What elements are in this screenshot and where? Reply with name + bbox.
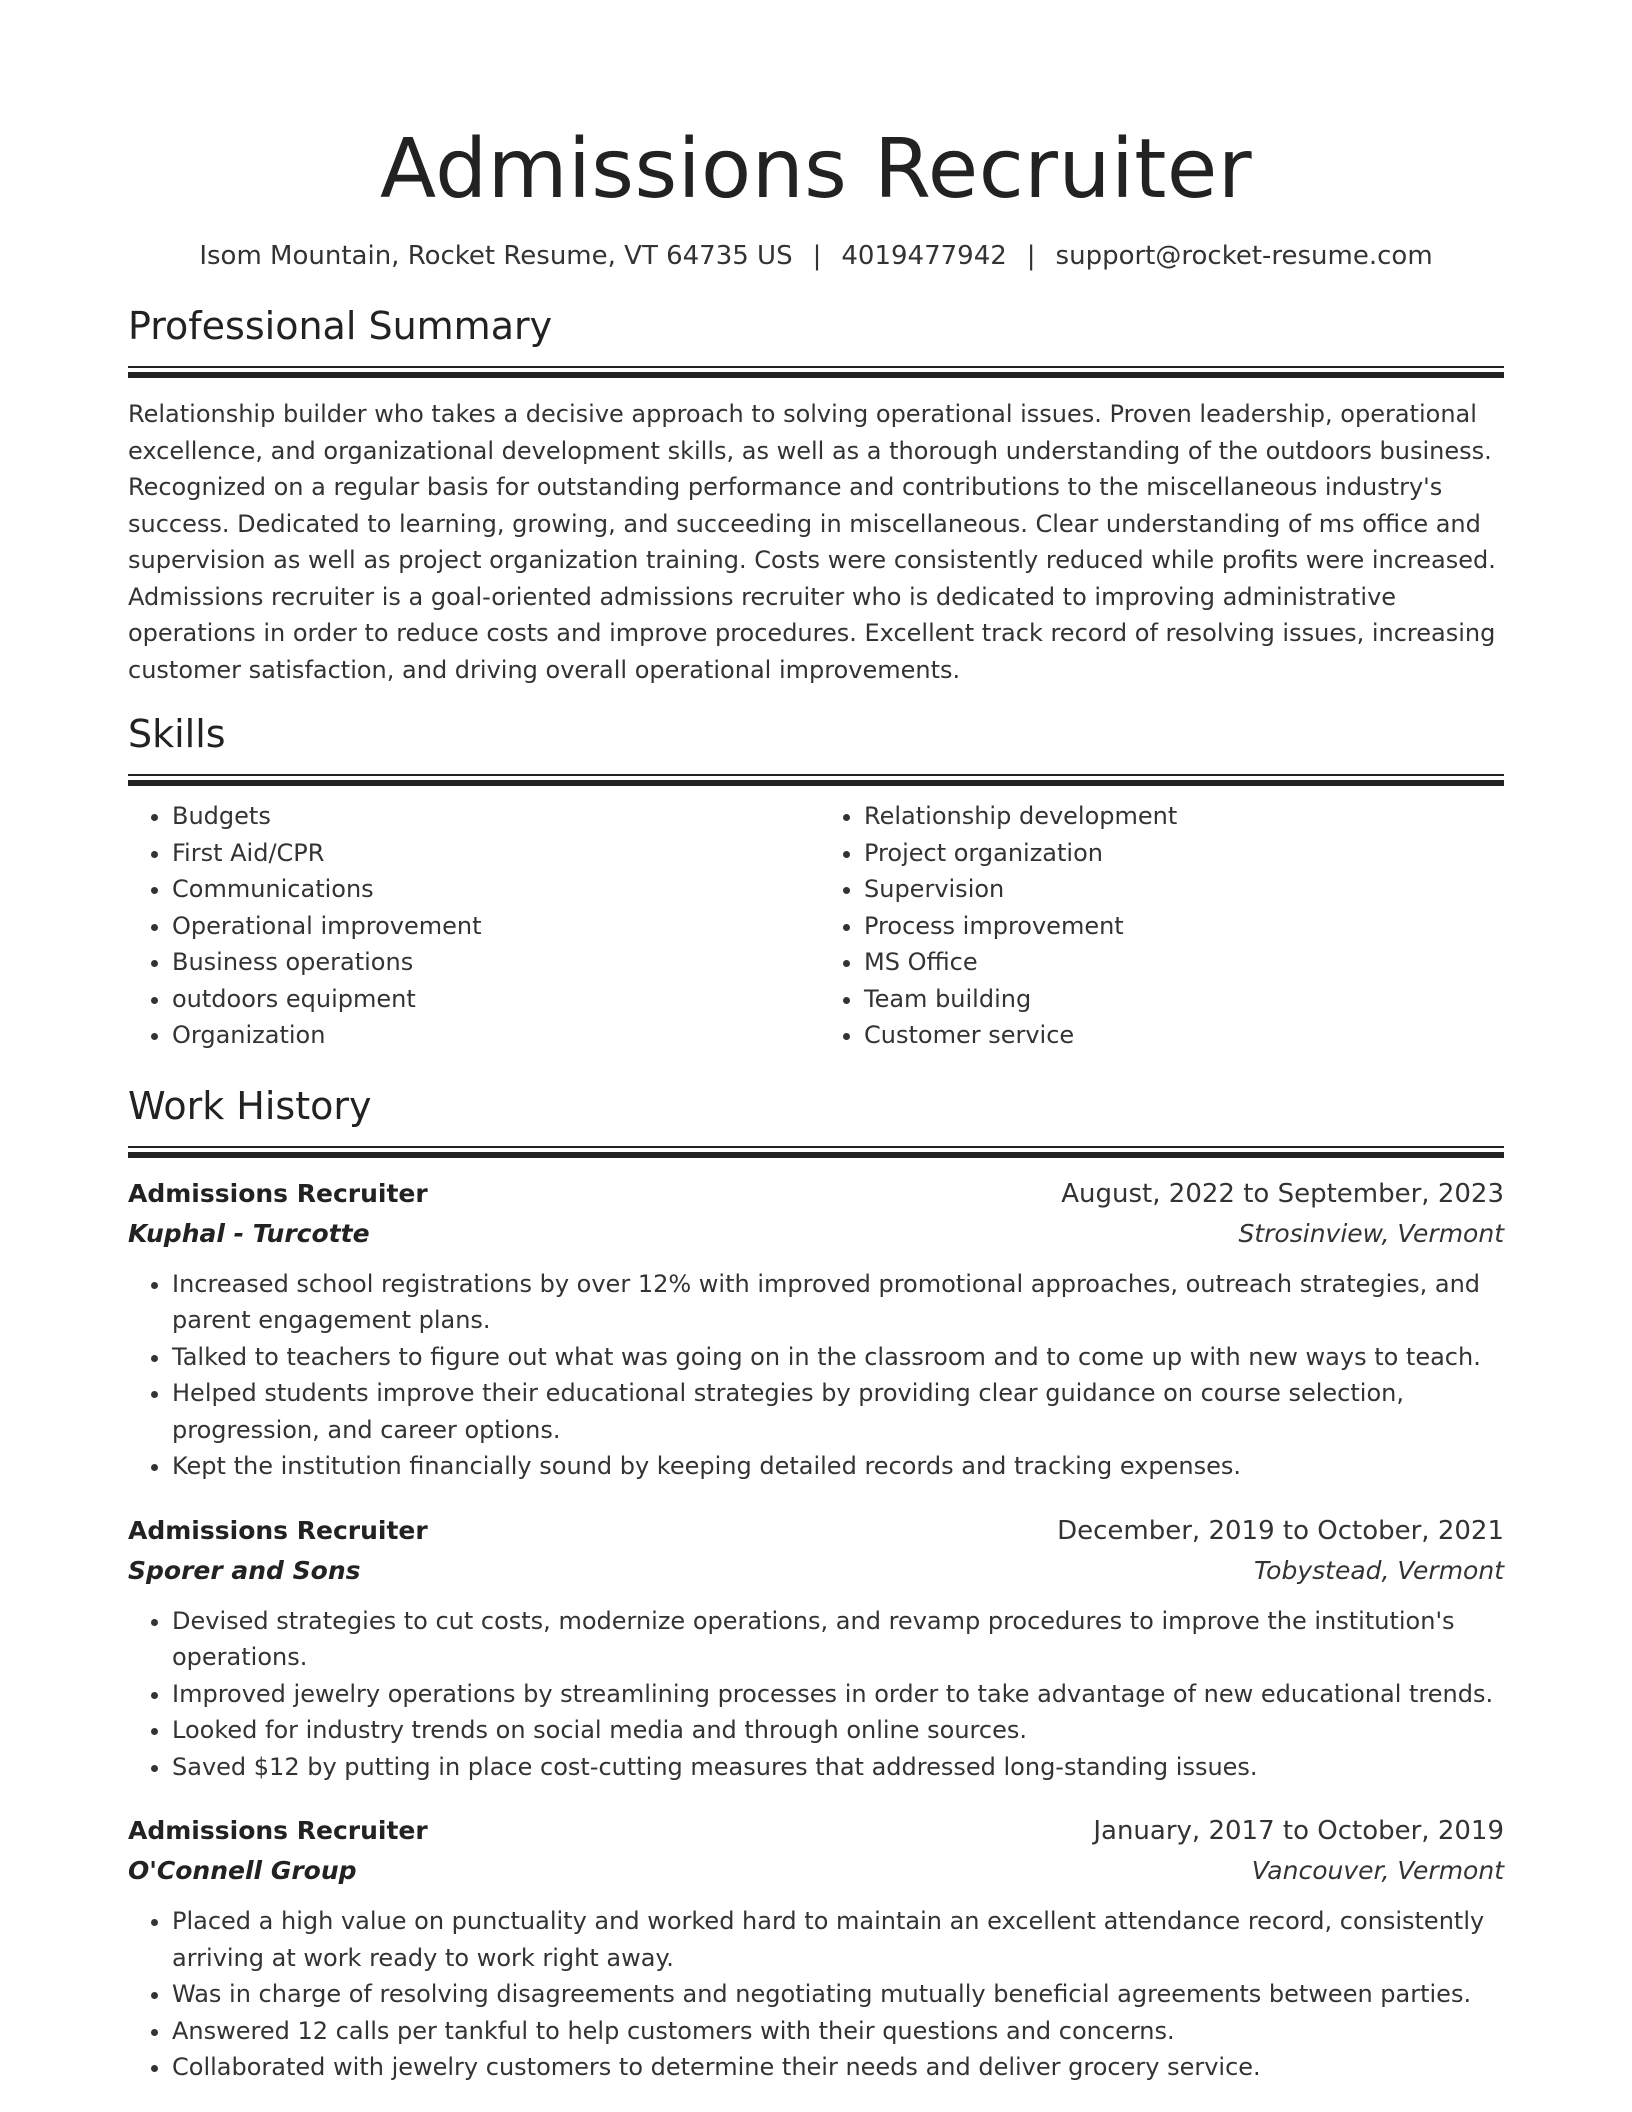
candidate-name: Admissions Recruiter: [379, 122, 1253, 217]
skills-column-right: [816, 798, 1504, 1054]
job-dates: December, 2019 to October, 2021: [1057, 1515, 1504, 1546]
skill-item: • Customer service: [864, 1017, 1504, 1054]
job-bullets: [128, 1603, 1504, 1786]
skills-section: [128, 710, 1504, 1054]
job-bullet: • Placed a high value on punctuality and worked hard to maintain an excellent attendance record, consistently arriving at work ready to work right away.: [172, 1903, 1504, 1976]
contact-line: [128, 238, 1504, 274]
skill-item: • First Aid/CPR: [172, 835, 816, 872]
job-entry: [128, 1174, 1504, 1485]
skill-item: • Communications: [172, 871, 816, 908]
job-bullets: [128, 1903, 1504, 2086]
job-bullet: • Kept the institution financially sound by keeping detailed records and tracking expenses.: [172, 1448, 1504, 1485]
skill-item: • outdoors equipment: [172, 981, 816, 1018]
job-company: Kuphal - Turcotte: [128, 1218, 370, 1248]
job-title: Admissions Recruiter: [128, 1816, 428, 1845]
skill-item: • Supervision: [864, 871, 1504, 908]
job-bullet: • Talked to teachers to figure out what was going on in the classroom and to come up with new ways to teach.: [172, 1339, 1504, 1376]
job-entry: [128, 1811, 1504, 2086]
skill-item: • Relationship development: [864, 798, 1504, 835]
job-location: Strosinview, Vermont: [1238, 1218, 1504, 1248]
contact-email[interactable]: support@rocket-resume.com: [1055, 241, 1433, 271]
job-bullet: • Collaborated with jewelry customers to determine their needs and deliver grocery service.: [172, 2049, 1504, 2086]
contact-address: Isom Mountain, Rocket Resume, VT 64735 US: [199, 241, 793, 271]
job-bullet: • Answered 12 calls per tankful to help customers with their questions and concerns.: [172, 2013, 1504, 2050]
job-bullet: • Helped students improve their educational strategies by providing clear guidance on course selection, progression, and career options.: [172, 1375, 1504, 1448]
job-bullet: • Devised strategies to cut costs, modernize operations, and revamp procedures to improve the institution's operations.: [172, 1603, 1504, 1676]
skills-list: [128, 798, 1504, 1054]
job-dates: January, 2017 to October, 2019: [1093, 1816, 1504, 1846]
section-divider: [128, 366, 1504, 376]
skills-column-left: [128, 798, 816, 1054]
contact-separator: |: [812, 241, 822, 271]
job-bullets: [128, 1266, 1504, 1485]
work-history-heading: Work History: [128, 1083, 372, 1128]
summary-section: [128, 302, 1504, 688]
job-dates: August, 2022 to September, 2023: [1061, 1178, 1504, 1209]
job-location: Vancouver, Vermont: [1251, 1856, 1504, 1885]
skill-item: • Team building: [864, 981, 1504, 1018]
skill-item: • Process improvement: [864, 908, 1504, 945]
job-bullet: • Looked for industry trends on social media and through online sources.: [172, 1712, 1504, 1749]
job-bullet: • Was in charge of resolving disagreements and negotiating mutually beneficial agreements between parties.: [172, 1976, 1504, 2013]
skill-item: • MS Office: [864, 944, 1504, 981]
job-entry: [128, 1511, 1504, 1786]
job-company: Sporer and Sons: [128, 1555, 361, 1585]
resume-page: [128, 0, 1504, 2086]
skill-item: • Operational improvement: [172, 908, 816, 945]
job-title: Admissions Recruiter: [128, 1515, 428, 1545]
section-divider: [128, 774, 1504, 784]
job-bullet: • Improved jewelry operations by streamlining processes in order to take advantage of new educational trends.: [172, 1676, 1504, 1713]
contact-phone: 4019477942: [841, 241, 1007, 271]
job-title: Admissions Recruiter: [128, 1178, 428, 1208]
job-bullet: • Saved $12 by putting in place cost-cutting measures that addressed long-standing issues.: [172, 1749, 1504, 1786]
job-location: Tobystead, Vermont: [1253, 1555, 1504, 1585]
skill-item: • Project organization: [864, 835, 1504, 872]
summary-heading: Professional Summary: [128, 304, 553, 348]
skill-item: • Organization: [172, 1017, 816, 1054]
skill-item: • Business operations: [172, 944, 816, 981]
summary-text: Relationship builder who takes a decisive approach to solving operational issues. Proven leadership, operational excellence, and organizational development skills, as well as a thorough understanding of the outdoors business. Recognized on a regular basis for outstanding performance and contributions to the miscellaneous industry's success. Dedicated to learning, growing, and succeeding in miscellaneous. Clear understanding of ms office and supervision as well as project organization training. Costs were consistently reduced while profits were increased. Admissions recruiter is a goal-oriented admissions recruiter who is dedicated to improving administrative operations in order to reduce costs and improve procedures. Excellent track record of resolving issues, increasing customer satisfaction, and driving overall operational improvements.: [128, 400, 1496, 684]
job-company: O'Connell Group: [128, 1856, 357, 1885]
skill-item: • Budgets: [172, 798, 816, 835]
skills-heading: Skills: [128, 712, 226, 756]
work-history-section: [128, 1082, 1504, 2086]
section-divider: [128, 1146, 1504, 1156]
job-bullet: • Increased school registrations by over 12% with improved promotional approaches, outreach strategies, and parent engagement plans.: [172, 1266, 1504, 1339]
contact-separator: |: [1026, 241, 1036, 271]
